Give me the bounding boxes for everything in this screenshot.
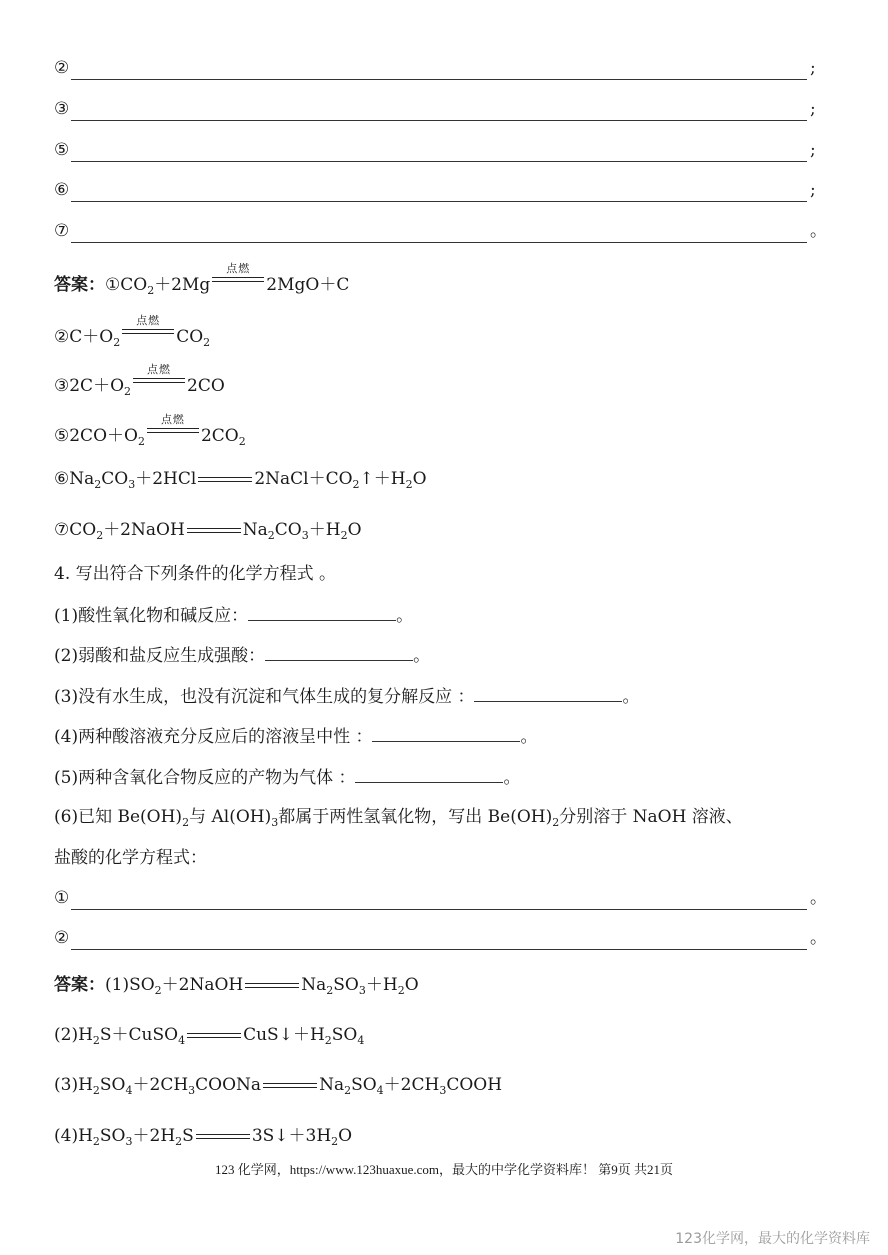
blank-row-2: ② ; — [54, 58, 816, 78]
q4-item-2: (2)弱酸和盐反应生成强酸： 。 — [54, 642, 430, 668]
equals-sign — [187, 528, 241, 533]
q6-blank-1: ① 。 — [54, 888, 827, 908]
blank-label: ① — [54, 888, 70, 908]
answer2-eq-3: $(3)H_2SO_4+2CH_3COONa$ $Na_2SO_4+2CH_3COOH$ — [54, 1075, 503, 1097]
answer-blank[interactable] — [71, 181, 807, 202]
blank-row-7: ⑦ 。 — [54, 221, 827, 241]
answer-blank[interactable] — [71, 889, 807, 910]
answer-blank[interactable] — [355, 764, 503, 783]
q6-blank-2: ② 。 — [54, 928, 827, 948]
blank-label: ⑥ — [54, 180, 70, 200]
question-4-title: 4. 写出符合下列条件的化学方程式 。 — [54, 564, 337, 584]
q4-item-3: (3)没有水生成，也没有沉淀和气体生成的复分解反应 ： 。 — [54, 683, 639, 709]
answer-blank[interactable] — [248, 602, 396, 621]
equals-sign — [245, 983, 299, 988]
reaction-condition: 点燃 — [120, 318, 176, 342]
answer-eq-2: $②C+O_2$ 点燃 $CO_2$ — [54, 314, 211, 349]
equals-sign — [196, 1134, 250, 1139]
blank-label: ② — [54, 928, 70, 948]
blank-label: ⑦ — [54, 221, 70, 241]
page-footer: 123 化学网，https://www.123huaxue.com，最大的中学化学资料库！ 第9页 共21页 — [214, 1162, 674, 1177]
answer-blank[interactable] — [372, 723, 520, 742]
answer-blank[interactable] — [474, 683, 622, 702]
answer-eq-1: 答案：$①CO_2+2Mg$ 点燃 2MgO＋C — [54, 262, 350, 297]
blank-label: ③ — [54, 99, 70, 119]
answer-eq-3: $③2C+O_2$ 点燃 2CO — [54, 363, 225, 398]
answer-eq-7: $⑦CO_2+2NaOH$ $Na_2CO_3+H_2O$ — [54, 520, 362, 542]
blank-label: ② — [54, 58, 70, 78]
q4-item-6-cont: 盐酸的化学方程式： — [54, 848, 207, 868]
equals-sign — [187, 1033, 241, 1038]
answer-eq-6: $⑥Na_2CO_3+2HCl$ $2NaCl+CO_2↑+H_2O$ — [54, 469, 427, 491]
answer-blank[interactable] — [71, 59, 807, 80]
watermark: 123化学网，最大的化学资料库 — [675, 1231, 870, 1247]
blank-row-3: ③ ; — [54, 99, 816, 119]
equals-sign — [263, 1083, 317, 1088]
reaction-condition: 点燃 — [210, 266, 266, 290]
answer-blank[interactable] — [71, 222, 807, 243]
q4-item-1: (1)酸性氧化物和碱反应： 。 — [54, 602, 413, 628]
equals-sign — [198, 477, 252, 482]
answer2-eq-2: $(2)H_2S+CuSO_4$ $CuS↓+H_2SO_4$ — [54, 1025, 365, 1047]
blank-row-6: ⑥ ; — [54, 180, 816, 200]
reaction-condition: 点燃 — [131, 367, 187, 391]
answer-blank[interactable] — [71, 929, 807, 950]
answer-label: 答案： — [54, 275, 105, 295]
blank-row-5: ⑤ ; — [54, 140, 816, 160]
answer2-eq-1: 答案：$(1)SO_2+2NaOH$ $Na_2SO_3+H_2O$ — [54, 975, 419, 997]
answer-label: 答案： — [54, 975, 105, 995]
q4-item-4: (4)两种酸溶液充分反应后的溶液呈中性 ： 。 — [54, 723, 537, 749]
answer-blank[interactable] — [265, 642, 413, 661]
answer-blank[interactable] — [71, 141, 807, 162]
q4-item-5: (5)两种含氧化合物反应的产物为气体 ： 。 — [54, 764, 520, 790]
answer-eq-5: $⑤2CO+O_2$ 点燃 $2CO_2$ — [54, 413, 246, 448]
q4-item-6: (6)已知 $Be(OH)_2$与 $Al(OH)_3$都属于两性氢氧化物，写出 $Be(OH)_2$分别溶于 NaOH 溶液、 — [54, 807, 743, 829]
blank-label: ⑤ — [54, 140, 70, 160]
answer2-eq-4: $(4)H_2SO_3+2H_2S$ $3S↓+3H_2O$ — [54, 1126, 353, 1148]
answer-blank[interactable] — [71, 100, 807, 121]
reaction-condition: 点燃 — [145, 417, 201, 441]
